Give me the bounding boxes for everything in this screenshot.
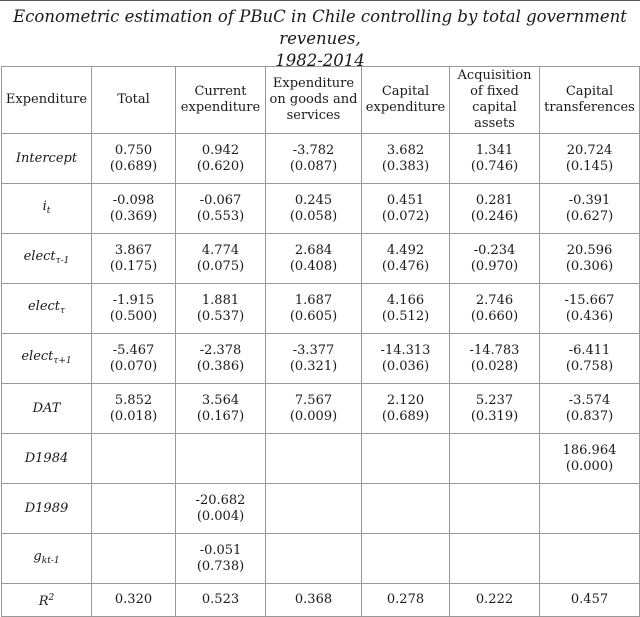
table-cell xyxy=(176,384,266,434)
coefficient-value: -15.667 xyxy=(564,292,615,308)
p-value: (0.369) xyxy=(109,208,158,224)
row-label-text: elect xyxy=(23,248,56,264)
table-cell xyxy=(266,184,362,234)
table-cell xyxy=(176,534,266,584)
coefficient-value: 20.724 xyxy=(566,142,613,158)
table-cell xyxy=(266,134,362,184)
table-cell xyxy=(540,434,640,484)
p-value: (0.537) xyxy=(196,308,245,324)
row-label xyxy=(2,134,92,184)
table-cell xyxy=(92,484,176,534)
p-value: (0.028) xyxy=(470,358,519,374)
p-value: (0.145) xyxy=(565,158,614,174)
table-cell xyxy=(450,584,540,617)
table-cell xyxy=(362,134,450,184)
table-cell xyxy=(540,234,640,284)
table-cell xyxy=(92,384,176,434)
table-cell xyxy=(92,184,176,234)
table-cell xyxy=(450,134,540,184)
p-value: (0.689) xyxy=(381,408,430,424)
coefficient-value: 0.523 xyxy=(201,592,240,607)
row-label-text: elect xyxy=(27,298,61,314)
column-header: Expenditure xyxy=(2,67,92,134)
p-value: (0.386) xyxy=(196,358,245,374)
coefficient-value: -14.313 xyxy=(380,342,431,358)
table-cell xyxy=(266,534,362,584)
p-value: (0.175) xyxy=(109,258,158,274)
coefficient-value: -14.783 xyxy=(469,342,520,358)
p-value: (0.408) xyxy=(289,258,338,274)
coefficient-value: 0.281 xyxy=(475,192,514,208)
p-value: (0.970) xyxy=(470,258,519,274)
table-cell xyxy=(176,284,266,334)
coefficient-value: 0.222 xyxy=(475,592,514,607)
row-label xyxy=(2,584,92,617)
p-value: (0.553) xyxy=(196,208,245,224)
row-label xyxy=(2,384,92,434)
row-label xyxy=(2,534,92,584)
table-cell xyxy=(540,134,640,184)
table-cell xyxy=(362,184,450,234)
coefficient-value: -3.377 xyxy=(292,342,335,358)
coefficient-value: -0.098 xyxy=(112,192,155,208)
p-value: (0.660) xyxy=(470,308,519,324)
coefficient-value: 1.881 xyxy=(201,292,240,308)
table-cell xyxy=(266,284,362,334)
coefficient-value: -2.378 xyxy=(199,342,242,358)
coefficient-value: -0.067 xyxy=(199,192,242,208)
table-row xyxy=(2,384,640,434)
coefficient-value: -0.234 xyxy=(473,242,516,258)
table-cell xyxy=(540,584,640,617)
table-row xyxy=(2,184,640,234)
table-cell xyxy=(92,284,176,334)
p-value: (0.070) xyxy=(109,358,158,374)
table-cell xyxy=(450,184,540,234)
table-cell xyxy=(92,584,176,617)
table-cell xyxy=(362,534,450,584)
table-cell xyxy=(176,134,266,184)
p-value: (0.605) xyxy=(289,308,338,324)
p-value: (0.837) xyxy=(565,408,614,424)
column-header: Capital expenditure xyxy=(362,67,450,134)
coefficient-value: 7.567 xyxy=(294,392,333,408)
table-cell xyxy=(92,434,176,484)
coefficient-value: 5.852 xyxy=(114,392,153,408)
coefficient-value: 0.750 xyxy=(114,142,153,158)
header-row xyxy=(2,67,640,134)
table-cell xyxy=(540,484,640,534)
coefficient-value: 20.596 xyxy=(566,242,613,258)
coefficient-value: -6.411 xyxy=(568,342,611,358)
p-value: (0.306) xyxy=(565,258,614,274)
table-cell xyxy=(176,434,266,484)
table-cell xyxy=(362,434,450,484)
table-cell xyxy=(450,234,540,284)
coefficient-value: -3.782 xyxy=(292,142,335,158)
row-label-subscript: kt-1 xyxy=(41,555,60,566)
column-header: Capital transferences xyxy=(540,67,640,134)
coefficient-value: 1.341 xyxy=(475,142,514,158)
row-label-text: R xyxy=(38,594,49,609)
table-cell xyxy=(362,484,450,534)
p-value: (0.476) xyxy=(381,258,430,274)
coefficient-value: -1.915 xyxy=(112,292,155,308)
p-value: (0.738) xyxy=(196,558,245,574)
p-value: (0.004) xyxy=(196,508,245,524)
p-value: (0.319) xyxy=(470,408,519,424)
column-header: Expenditure on goods and services xyxy=(266,67,362,134)
table-row xyxy=(2,534,640,584)
title-line-2: 1982-2014 xyxy=(275,51,365,70)
table-cell xyxy=(176,184,266,234)
table-cell xyxy=(266,584,362,617)
table-cell xyxy=(540,534,640,584)
p-value: (0.018) xyxy=(109,408,158,424)
coefficient-value: 5.237 xyxy=(475,392,514,408)
row-label-text: elect xyxy=(21,348,54,364)
table-cell xyxy=(540,334,640,384)
p-value: (0.758) xyxy=(565,358,614,374)
p-value: (0.167) xyxy=(196,408,245,424)
table-cell xyxy=(540,184,640,234)
table-cell xyxy=(450,284,540,334)
table-row xyxy=(2,334,640,384)
table-row xyxy=(2,434,640,484)
p-value: (0.383) xyxy=(381,158,430,174)
table-cell xyxy=(266,484,362,534)
coefficient-value: 0.278 xyxy=(386,592,425,607)
table-cell xyxy=(362,234,450,284)
coefficient-value: 0.368 xyxy=(294,592,333,607)
coefficient-value: 2.746 xyxy=(475,292,514,308)
row-label xyxy=(2,334,92,384)
table-cell xyxy=(450,384,540,434)
coefficient-value: 0.245 xyxy=(294,192,333,208)
coefficient-value: 1.687 xyxy=(294,292,333,308)
p-value: (0.620) xyxy=(196,158,245,174)
table-body xyxy=(2,134,640,617)
table-cell xyxy=(266,234,362,284)
row-label xyxy=(2,234,92,284)
table-cell xyxy=(450,434,540,484)
p-value: (0.746) xyxy=(470,158,519,174)
table-cell xyxy=(266,334,362,384)
coefficient-value: -0.051 xyxy=(199,542,242,558)
table-cell xyxy=(176,334,266,384)
table-cell xyxy=(266,434,362,484)
row-label-text: g xyxy=(33,548,42,564)
table-cell xyxy=(362,334,450,384)
coefficient-value: 3.867 xyxy=(114,242,153,258)
estimation-table xyxy=(1,66,640,617)
coefficient-value: 3.564 xyxy=(201,392,240,408)
table-cell xyxy=(362,384,450,434)
coefficient-value: -0.391 xyxy=(568,192,611,208)
table-cell xyxy=(92,234,176,284)
coefficient-value: 0.451 xyxy=(386,192,425,208)
p-value: (0.036) xyxy=(381,358,430,374)
coefficient-value: 0.320 xyxy=(114,592,153,607)
column-header: Current expenditure xyxy=(176,67,266,134)
row-label-text: Intercept xyxy=(15,150,78,166)
table-row xyxy=(2,484,640,534)
p-value: (0.246) xyxy=(470,208,519,224)
table-cell xyxy=(362,284,450,334)
p-value: (0.075) xyxy=(196,258,245,274)
coefficient-value: 4.492 xyxy=(386,242,425,258)
coefficient-value: 186.964 xyxy=(562,442,617,458)
table-row xyxy=(2,234,640,284)
row-label-superscript: 2 xyxy=(48,593,55,603)
row-label-subscript: τ xyxy=(60,305,66,316)
coefficient-value: 2.684 xyxy=(294,242,333,258)
table-cell xyxy=(176,234,266,284)
p-value: (0.000) xyxy=(565,458,614,474)
coefficient-value: -20.682 xyxy=(195,492,246,508)
row-label-text: i xyxy=(42,198,47,214)
coefficient-value: 2.120 xyxy=(386,392,425,408)
row-label-text: D1984 xyxy=(24,450,69,466)
row-label xyxy=(2,184,92,234)
p-value: (0.512) xyxy=(381,308,430,324)
table-cell xyxy=(176,584,266,617)
coefficient-value: 4.166 xyxy=(386,292,425,308)
coefficient-value: 4.774 xyxy=(201,242,240,258)
row-label-subscript: τ+1 xyxy=(53,355,72,366)
row-label xyxy=(2,434,92,484)
table-row xyxy=(2,584,640,617)
table-cell xyxy=(450,484,540,534)
row-label-text: DAT xyxy=(32,400,61,416)
row-label xyxy=(2,284,92,334)
table-title xyxy=(0,6,640,72)
coefficient-value: -5.467 xyxy=(112,342,155,358)
coefficient-value: 0.457 xyxy=(570,592,609,607)
p-value: (0.087) xyxy=(289,158,338,174)
row-label-subscript: τ-1 xyxy=(55,255,70,266)
row-label xyxy=(2,484,92,534)
coefficient-value: 0.942 xyxy=(201,142,240,158)
coefficient-value: 3.682 xyxy=(386,142,425,158)
column-header: Total xyxy=(92,67,176,134)
p-value: (0.321) xyxy=(289,358,338,374)
table-cell xyxy=(450,534,540,584)
p-value: (0.689) xyxy=(109,158,158,174)
p-value: (0.627) xyxy=(565,208,614,224)
table-row xyxy=(2,284,640,334)
row-label-text: D1989 xyxy=(24,500,69,516)
p-value: (0.500) xyxy=(109,308,158,324)
table-cell xyxy=(362,584,450,617)
table-cell xyxy=(266,384,362,434)
top-rule xyxy=(0,0,640,1)
table-cell xyxy=(540,384,640,434)
title-line-1: Econometric estimation of PBuC in Chile controlling by total government revenues, xyxy=(13,7,627,48)
coefficient-value: -3.574 xyxy=(568,392,611,408)
p-value: (0.436) xyxy=(565,308,614,324)
column-header: Acquisition of fixed capital assets xyxy=(450,67,540,134)
table-cell xyxy=(176,484,266,534)
table-row xyxy=(2,134,640,184)
row-label-subscript: t xyxy=(46,205,51,216)
table-cell xyxy=(92,134,176,184)
p-value: (0.072) xyxy=(381,208,430,224)
p-value: (0.058) xyxy=(289,208,338,224)
table-cell xyxy=(540,284,640,334)
table-cell xyxy=(92,534,176,584)
p-value: (0.009) xyxy=(289,408,338,424)
table-cell xyxy=(450,334,540,384)
table-cell xyxy=(92,334,176,384)
